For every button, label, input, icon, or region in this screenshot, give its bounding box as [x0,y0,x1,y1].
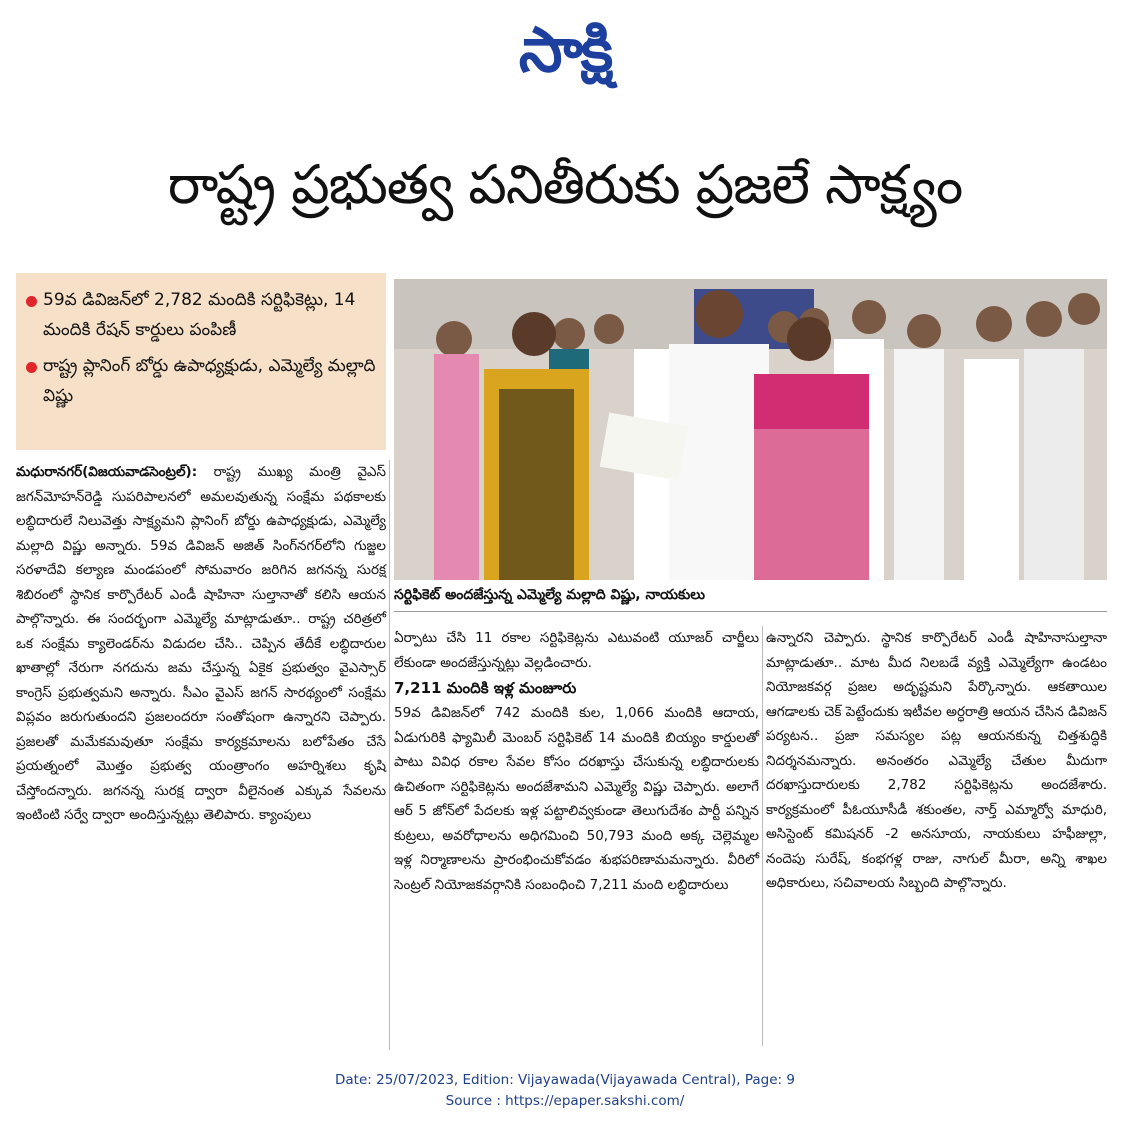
article-column-2 [394,626,759,897]
news-photo [394,279,1107,580]
article-body-text: 59వ డివిజన్‌లో 742 మందికి కుల, 1,066 మందికి ఆదాయ, ఏడుగురికి ఫ్యామిలీ మెంబర్ సర్టిఫికెట్ 14 మందికి బియ్యం కార్డులతో పాటు వివిధ రకాల సేవల కోసం దరఖాస్తు చేసుకున్న లబ్ధిదారులకు ఉచితంగా సర్టిఫికెట్లను అందజేశామని ఎమ్మెల్యే విష్ణు చెప్పారు. అలాగే ఆర్ 5 జోన్‌లో పేదలకు ఇళ్ల పట్టాలివ్వకుండా తెలుగుదేశం పార్టీ పన్నిన కుట్రలు, అవరోధాలను అధిగమించి 50,793 మంది అక్క చెల్లెమ్మల ఇళ్ల నిర్మాణాలను ప్రారంభించుకోవడం శుభపరిణామమన్నారు. వీరిలో సెంట్రల్ నియోజకవర్గానికి సంబంధించి 7,211 మంది లబ్ధిదారులు [394,705,759,893]
column-divider [389,460,390,1050]
highlight-item [26,351,378,411]
article-body-text: ఉన్నారని చెప్పారు. స్థానిక కార్పొరేటర్ ఎండీ షాహినాసుల్తానా మాట్లాడుతూ.. మాట మీద నిలబడే వ్యక్తి ఎమ్మెల్యేగా ఉండటం నియోజకవర్గ ప్రజల అదృష్టమని పేర్కొన్నారు. ఆకతాయిల ఆగడాలకు చెక్ పెట్టేందుకు ఇటీవల అర్ధరాత్రి ఆయన చేసిన డివిజన్ పర్యటన.. ప్రజా సమస్యల పట్ల ఆయనకున్న చిత్తశుద్ధికి నిదర్శనమన్నారు. అనంతరం ఎమ్మెల్యే చేతుల మీదుగా దరఖాస్తుదారులకు 2,782 సర్టిఫికెట్లను అందజేశారు. కార్యక్రమంలో పీఓయూసీడీ శకుంతల, నార్త్ ఎమ్మార్వో మాధురి, అసిస్టెంట్ కమిషనర్ -2 అనసూయ, నాయకులు హఫీజుల్లా, నందెపు సురేష్, కంభగళ్ల రాజు, నాగుల్ మీరా, అన్ని శాఖల అధికారులు, సచివాలయ సిబ్బంది పాల్గొన్నారు. [766,630,1107,891]
highlight-text: 59వ డివిజన్‌లో 2,782 మందికి సర్టిఫికెట్లు, 14 మందికి రేషన్ కార్డులు పంపిణీ [43,290,356,340]
highlight-item [26,285,378,345]
highlights-box [16,273,386,450]
article-dateline: మధురానగర్(విజయవాడసెంట్రల్): [16,464,198,480]
column-divider [762,626,763,1046]
article-headline: రాష్ట్ర ప్రభుత్వ పనితీరుకు ప్రజలే సాక్ష్యం [167,153,963,216]
news-photo-people-group-icon [394,279,1107,580]
highlight-text: రాష్ట్ర ప్లానింగ్ బోర్డు ఉపాధ్యక్షుడు, ఎమ్మెల్యే మల్లాది విష్ణు [43,356,376,406]
article-column-1 [16,460,386,828]
article-column-3 [766,626,1107,896]
footer-source: Source : https://epaper.sakshi.com/ [445,1093,685,1109]
article-subheading: 7,211 మందికి ఇళ్ల మంజూరు [394,679,577,697]
footer-date-edition: Date: 25/07/2023, Edition: Vijayawada(Vijayawada Central), Page: 9 [335,1072,795,1088]
article-body-text: ఏర్పాటు చేసి 11 రకాల సర్టిఫికెట్లను ఎటువంటి యూజర్ చార్జీలు లేకుండా అందజేస్తున్నట్లు వెల్లడించారు. [394,630,759,671]
caption-divider [394,611,1107,612]
article-body-text: రాష్ట్ర ముఖ్య మంత్రి వైఎస్ జగన్‌మోహన్‌రెడ్డి సుపరిపాలనలో అమలవుతున్న సంక్షేమ పథకాలకు లబ్ధిదారులే నిలువెత్తు సాక్ష్యమని ప్లానింగ్ బోర్డు ఉపాధ్యక్షుడు, ఎమ్మెల్యే మల్లాది విష్ణు అన్నారు. 59వ డివిజన్ అజిత్ సింగ్‌నగర్‌లోని గుజ్జల సరళాదేవి కల్యాణ మండపంలో సోమవారం జరిగిన జగనన్న సురక్ష శిబిరంలో స్థానిక కార్పొరేటర్ ఎండీ షాహినా సుల్తానాతో కలిసి ఆయన పాల్గొన్నారు. ఈ సందర్భంగా ఎమ్మెల్యే మాట్లాడుతూ.. రాష్ట్ర చరిత్రలో ఒక సంక్షేమ క్యాలెండర్‌ను విడుదల చేసి.. చెప్పిన తేదీకే లబ్ధిదారుల ఖాతాల్లో నేరుగా నగదును జమ చేస్తున్న ఏకైక ప్రభుత్వం వైఎస్సార్ కాంగ్రెస్ ప్రభుత్వమని అన్నారు. సీఎం వైఎస్ జగన్ సారథ్యంలో సంక్షేమ విప్లవం జరుగుతుందని ప్రజలందరూ సంతోషంగా ఉన్నారని చెప్పారు. ప్రజలతో మమేకమవుతూ సంక్షేమ కార్యక్రమాలను బలోపేతం చేసే ప్రయత్నంలో మొత్తం ప్రభుత్వ యంత్రాంగం అహర్నిశలు కృషి చేస్తోందన్నారు. జగనన్న సురక్ష ద్వారా వీలైనంత ఎక్కువ సేవలను ఇంటింటి సర్వే ద్వారా అందిస్తున్నట్లు తెలిపారు. క్యాంపులు [16,464,386,823]
red-bullet-icon [26,362,37,373]
masthead-logo: సాక్షి [518,13,612,86]
photo-caption: సర్టిఫికెట్ అందజేస్తున్న ఎమ్మెల్యే మల్లాది విష్ణు, నాయకులు [394,587,705,603]
red-bullet-icon [26,296,37,307]
